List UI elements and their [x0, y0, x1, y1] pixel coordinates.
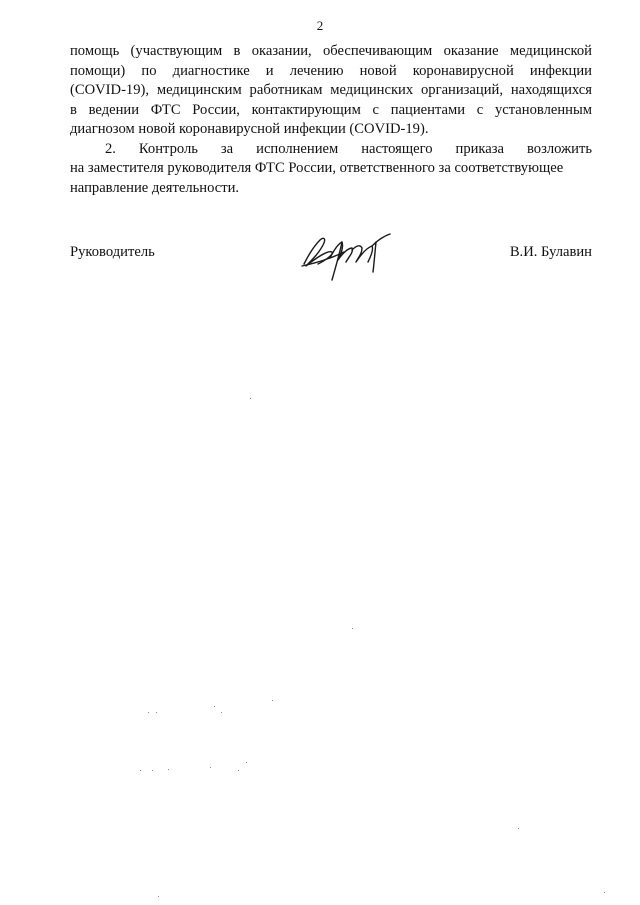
signatory-name: В.И. Булавин — [509, 244, 592, 260]
signatory-title: Руководитель — [70, 244, 155, 260]
document-body — [70, 42, 592, 198]
paragraph-line: помощь (участвующим в оказании, обеспечивающим оказание медицинской — [70, 43, 592, 59]
paragraph-line: (COVID-19), медицинским работникам медицинских организаций, находящихся — [70, 82, 592, 98]
paragraph-1 — [70, 42, 592, 140]
paragraph-2 — [70, 140, 592, 199]
paragraph-line: 2. Контроль за исполнением настоящего приказа возложить — [105, 140, 592, 157]
handwritten-signature — [296, 228, 396, 288]
paragraph-line: на заместителя руководителя ФТС России, ответственного за соответствующее — [70, 160, 564, 176]
paragraph-line: помощи) по диагностике и лечению новой коронавирусной инфекции — [70, 62, 592, 79]
paragraph-line: диагнозом новой коронавирусной инфекции (COVID-19). — [70, 121, 429, 137]
paragraph-line: направление деятельности. — [70, 179, 240, 196]
page-number: 2 — [316, 18, 324, 33]
paragraph-line: в ведении ФТС России, контактирующим с пациентами с установленным — [70, 101, 592, 118]
